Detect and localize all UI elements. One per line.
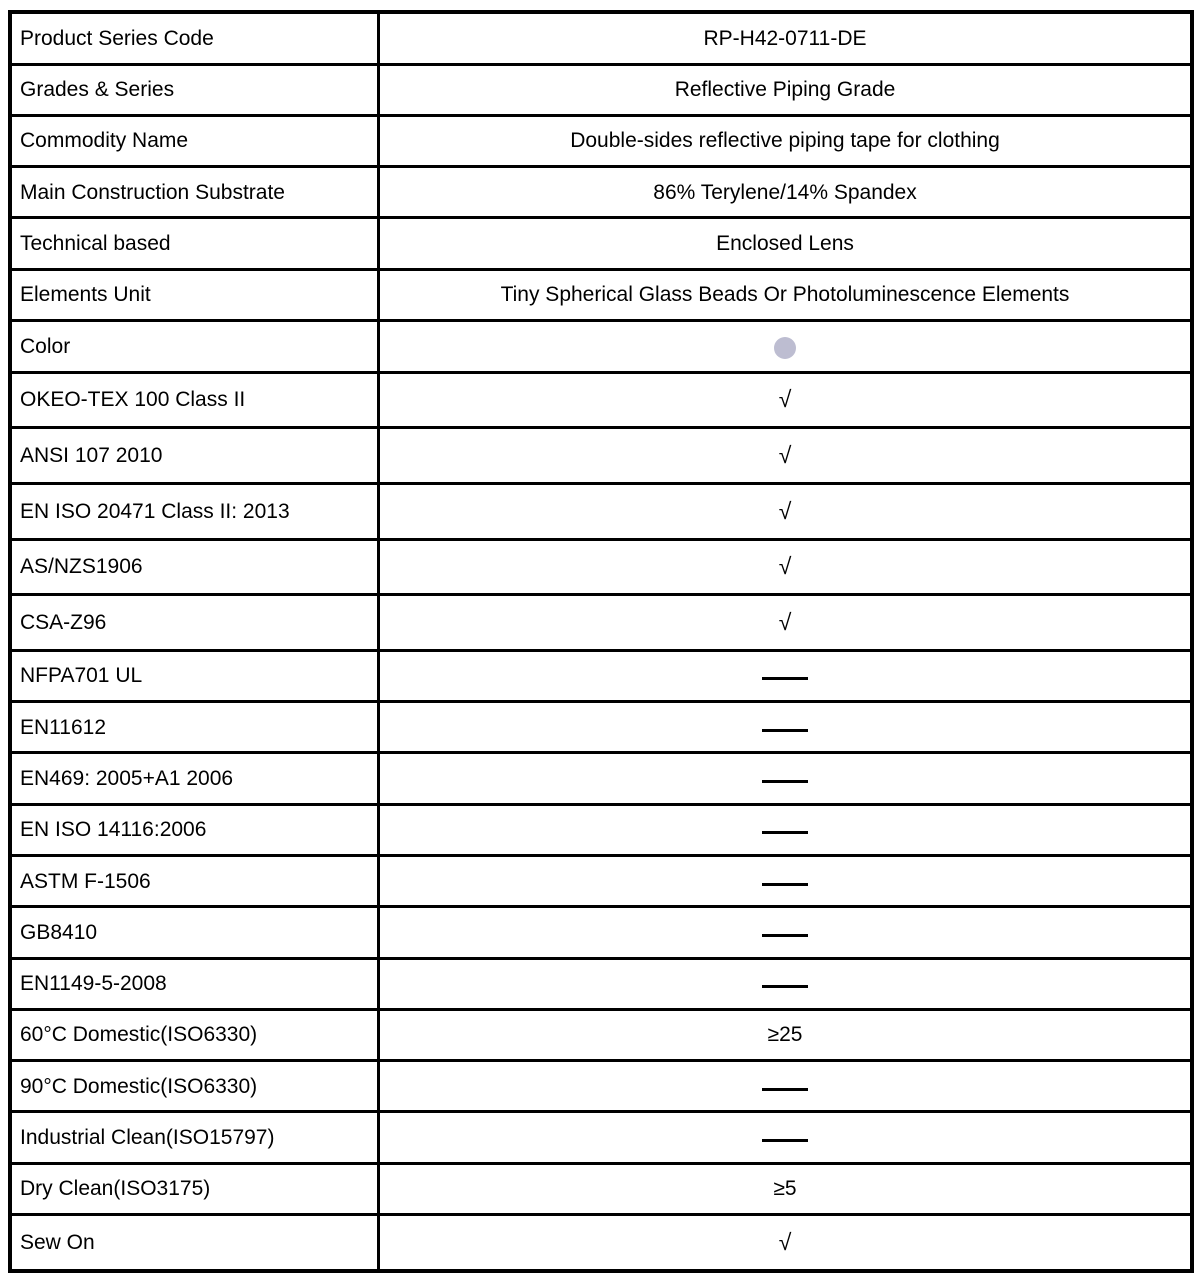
row-label: Sew On bbox=[10, 1214, 379, 1271]
row-value: √ bbox=[379, 1214, 1193, 1271]
row-label: AS/NZS1906 bbox=[10, 539, 379, 595]
table-row bbox=[10, 428, 1192, 484]
row-value bbox=[379, 321, 1193, 373]
row-label: 90°C Domestic(ISO6330) bbox=[10, 1061, 379, 1112]
row-label: Industrial Clean(ISO15797) bbox=[10, 1112, 379, 1163]
not-applicable-dash bbox=[762, 780, 808, 783]
table-row bbox=[10, 539, 1192, 595]
row-label: ANSI 107 2010 bbox=[10, 428, 379, 484]
product-spec-table bbox=[8, 10, 1194, 1273]
table-row bbox=[10, 372, 1192, 428]
row-value: Tiny Spherical Glass Beads Or Photoluminescence Elements bbox=[379, 269, 1193, 320]
row-label: CSA-Z96 bbox=[10, 595, 379, 651]
table-row bbox=[10, 269, 1192, 320]
row-value: RP-H42-0711-DE bbox=[379, 12, 1193, 64]
row-label: Color bbox=[10, 321, 379, 373]
row-label: EN1149-5-2008 bbox=[10, 958, 379, 1009]
row-label: 60°C Domestic(ISO6330) bbox=[10, 1009, 379, 1060]
row-label: EN469: 2005+A1 2006 bbox=[10, 753, 379, 804]
row-value bbox=[379, 1061, 1193, 1112]
row-value: √ bbox=[379, 428, 1193, 484]
table-row bbox=[10, 702, 1192, 753]
row-label: GB8410 bbox=[10, 907, 379, 958]
not-applicable-dash bbox=[762, 883, 808, 886]
not-applicable-dash bbox=[762, 831, 808, 834]
row-value: 86% Terylene/14% Spandex bbox=[379, 167, 1193, 218]
not-applicable-dash bbox=[762, 729, 808, 732]
row-label: Grades & Series bbox=[10, 64, 379, 115]
table-row bbox=[10, 1214, 1192, 1271]
row-value: √ bbox=[379, 539, 1193, 595]
row-label: Commodity Name bbox=[10, 115, 379, 166]
not-applicable-dash bbox=[762, 1088, 808, 1091]
table-row bbox=[10, 907, 1192, 958]
table-row bbox=[10, 958, 1192, 1009]
row-value: √ bbox=[379, 372, 1193, 428]
row-label: Elements Unit bbox=[10, 269, 379, 320]
not-applicable-dash bbox=[762, 1139, 808, 1142]
row-value bbox=[379, 753, 1193, 804]
table-row bbox=[10, 856, 1192, 907]
not-applicable-dash bbox=[762, 934, 808, 937]
table-row bbox=[10, 167, 1192, 218]
table-row bbox=[10, 484, 1192, 540]
table-row bbox=[10, 804, 1192, 855]
row-label: OKEO-TEX 100 Class II bbox=[10, 372, 379, 428]
table-row bbox=[10, 1009, 1192, 1060]
row-value: √ bbox=[379, 595, 1193, 651]
row-label: EN11612 bbox=[10, 702, 379, 753]
table-row bbox=[10, 1163, 1192, 1214]
row-label: NFPA701 UL bbox=[10, 650, 379, 701]
row-label: ASTM F-1506 bbox=[10, 856, 379, 907]
row-value bbox=[379, 650, 1193, 701]
table-row bbox=[10, 64, 1192, 115]
table-row bbox=[10, 115, 1192, 166]
row-value: √ bbox=[379, 484, 1193, 540]
row-label: Main Construction Substrate bbox=[10, 167, 379, 218]
table-row bbox=[10, 595, 1192, 651]
table-row bbox=[10, 12, 1192, 64]
row-label: Product Series Code bbox=[10, 12, 379, 64]
row-value bbox=[379, 702, 1193, 753]
row-value: Reflective Piping Grade bbox=[379, 64, 1193, 115]
table-row bbox=[10, 753, 1192, 804]
table-row bbox=[10, 1061, 1192, 1112]
row-value bbox=[379, 804, 1193, 855]
row-label: EN ISO 14116:2006 bbox=[10, 804, 379, 855]
row-value: Double-sides reflective piping tape for clothing bbox=[379, 115, 1193, 166]
row-value bbox=[379, 958, 1193, 1009]
row-label: EN ISO 20471 Class II: 2013 bbox=[10, 484, 379, 540]
row-label: Technical based bbox=[10, 218, 379, 269]
not-applicable-dash bbox=[762, 985, 808, 988]
row-value bbox=[379, 856, 1193, 907]
spec-table-body bbox=[10, 12, 1192, 1271]
row-value bbox=[379, 907, 1193, 958]
table-row bbox=[10, 1112, 1192, 1163]
not-applicable-dash bbox=[762, 677, 808, 680]
table-row bbox=[10, 218, 1192, 269]
row-value: ≥25 bbox=[379, 1009, 1193, 1060]
table-row bbox=[10, 650, 1192, 701]
row-value: Enclosed Lens bbox=[379, 218, 1193, 269]
table-row bbox=[10, 321, 1192, 373]
row-label: Dry Clean(ISO3175) bbox=[10, 1163, 379, 1214]
row-value: ≥5 bbox=[379, 1163, 1193, 1214]
row-value bbox=[379, 1112, 1193, 1163]
color-swatch-dot bbox=[774, 337, 796, 359]
